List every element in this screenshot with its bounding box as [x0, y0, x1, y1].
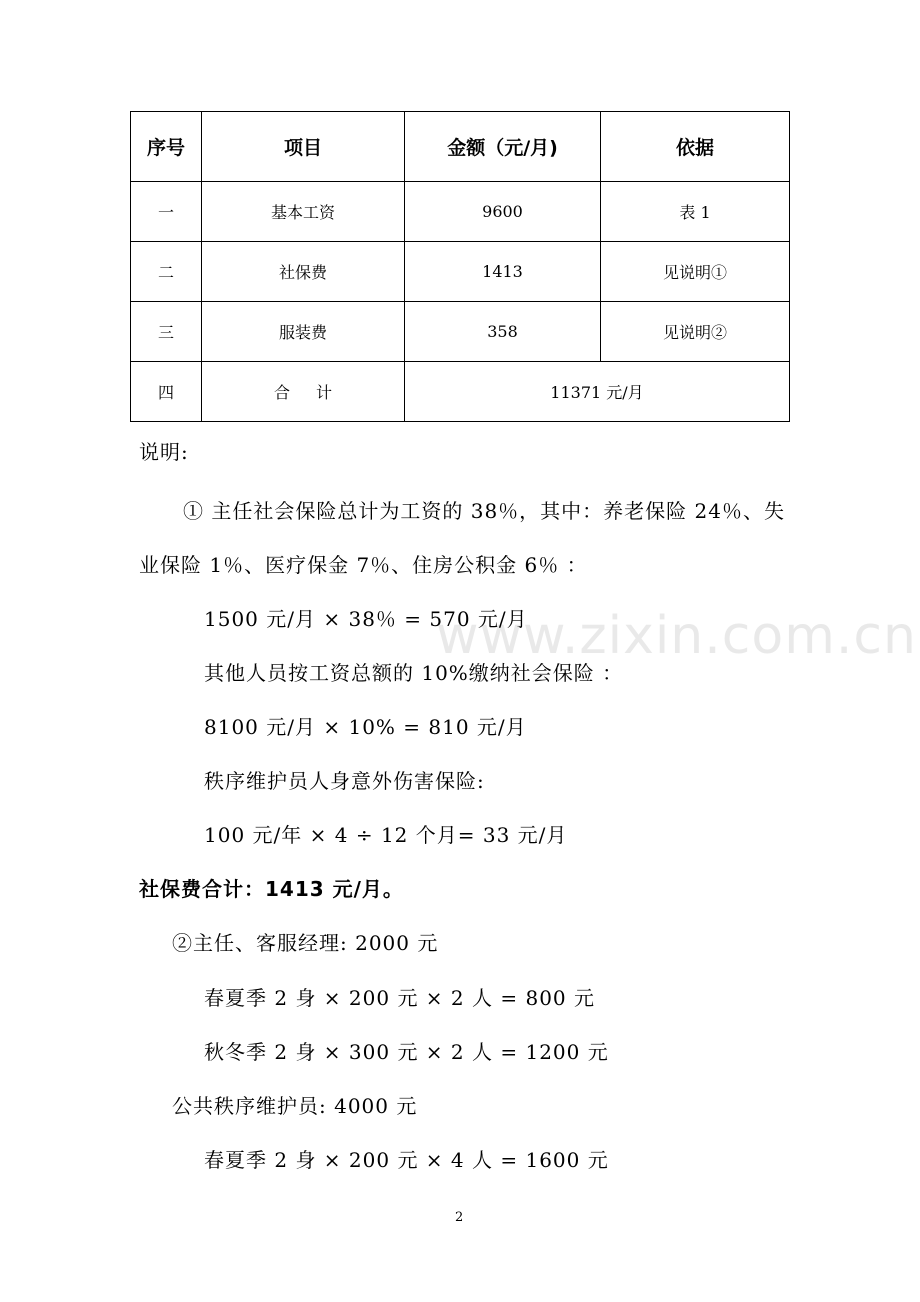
- table-header-row: [131, 112, 790, 182]
- calc-autumn-winter-managers: 秋冬季 2 身 × 300 元 × 2 人 = 1200 元: [204, 1040, 609, 1064]
- row-item: 基本工资: [202, 182, 405, 242]
- note2-heading: ②主任、客服经理: 2000 元: [172, 931, 439, 955]
- row-no: 三: [131, 302, 202, 362]
- fee-table: [130, 111, 790, 422]
- others-insurance-text: 其他人员按工资总额的 10%缴纳社会保险 ：: [204, 661, 624, 685]
- calc-spring-summer-managers: 春夏季 2 身 × 200 元 × 2 人 = 800 元: [204, 986, 596, 1010]
- row-amount: 1413: [405, 242, 601, 302]
- watermark: www.zixin.com.cn: [436, 606, 917, 666]
- calc-others-insurance: 8100 元/月 × 10% = 810 元/月: [204, 715, 527, 739]
- note1-line2: 业保险 1％、医疗保金 7％、住房公积金 6％ ：: [139, 553, 588, 577]
- table-total-row: [131, 362, 790, 422]
- calc-guard-insurance: 100 元/年 × 4 ÷ 12 个月= 33 元/月: [204, 823, 568, 847]
- calc-spring-summer-guards: 春夏季 2 身 × 200 元 × 4 人 = 1600 元: [204, 1148, 609, 1172]
- header-no: 序号: [131, 112, 202, 182]
- row-item: 社保费: [202, 242, 405, 302]
- total-label: 合计: [202, 362, 405, 422]
- guard-insurance-text: 秩序维护员人身意外伤害保险:: [204, 769, 485, 793]
- header-basis: 依据: [601, 112, 790, 182]
- note1-line1: ① 主任社会保险总计为工资的 38％，其中：养老保险 24％、失: [183, 499, 785, 523]
- page-number: 2: [455, 1210, 464, 1225]
- calc-director-insurance: 1500 元/月 × 38％ = 570 元/月: [204, 607, 528, 631]
- row-amount: 9600: [405, 182, 601, 242]
- notes-heading: 说明:: [139, 440, 189, 464]
- table-row: [131, 302, 790, 362]
- row-basis: 表 1: [601, 182, 790, 242]
- row-item: 服装费: [202, 302, 405, 362]
- total-value: 11371 元/月: [405, 362, 790, 422]
- row-amount: 358: [405, 302, 601, 362]
- row-basis: 见说明①: [601, 242, 790, 302]
- table-row: [131, 182, 790, 242]
- row-no: 一: [131, 182, 202, 242]
- public-guard-heading: 公共秩序维护员: 4000 元: [172, 1094, 418, 1118]
- header-amount: 金额（元/月): [405, 112, 601, 182]
- row-basis: 见说明②: [601, 302, 790, 362]
- row-no: 二: [131, 242, 202, 302]
- header-item: 项目: [202, 112, 405, 182]
- total-no: 四: [131, 362, 202, 422]
- table-row: [131, 242, 790, 302]
- social-insurance-total: 社保费合计：1413 元/月。: [139, 877, 404, 901]
